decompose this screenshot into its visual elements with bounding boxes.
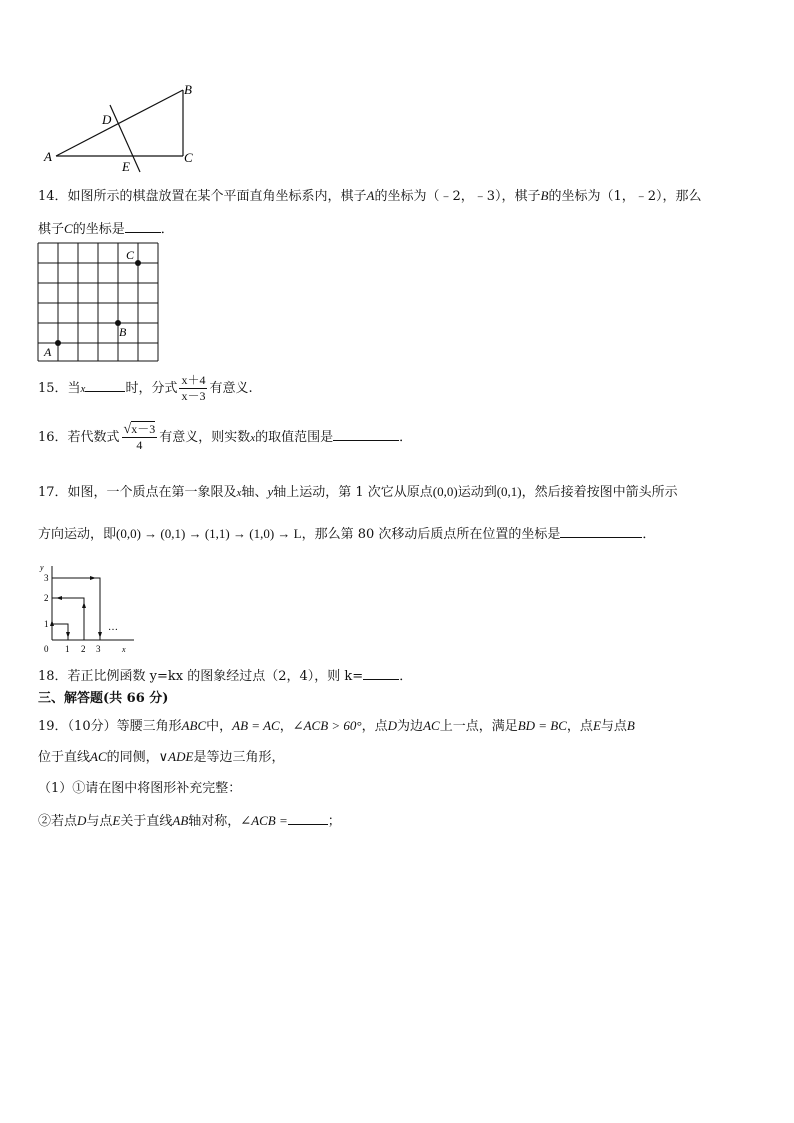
grid-label-b: B bbox=[119, 325, 127, 339]
sqrt-fraction: $\frac{√x-3}{4}$ bbox=[123, 422, 156, 452]
tick-x2: 2 bbox=[81, 644, 86, 654]
piece-c bbox=[135, 260, 141, 266]
piece-a bbox=[55, 340, 61, 346]
tick-y2: 2 bbox=[44, 593, 49, 603]
tick-x3: 3 bbox=[96, 644, 101, 654]
answer-blank[interactable] bbox=[333, 427, 399, 441]
tick-y1: 1 bbox=[44, 619, 49, 629]
section-heading: 三、解答题(共 66 分) bbox=[38, 691, 169, 706]
q18: 18．若正比例函数 y=kx 的图象经过点（2，4），则 k= ． bbox=[38, 666, 412, 686]
q19-line1: 19．（10分）等腰三角形ABC中，AB = AC，∠ACB > 60°，点D为边AC上一点，满足BD = BC，点E与点B bbox=[38, 718, 635, 734]
chessboard-grid bbox=[38, 243, 160, 363]
q19-part1: （1）①请在图中将图形补充完整： bbox=[38, 781, 242, 796]
tick-y3: 3 bbox=[44, 573, 49, 583]
label-b: B bbox=[184, 82, 192, 97]
answer-blank[interactable] bbox=[560, 524, 642, 538]
fraction: $\frac{x+4}{x-3}$ bbox=[181, 373, 206, 403]
grid-label-c: C bbox=[126, 248, 135, 262]
grid-label-a: A bbox=[44, 345, 52, 359]
axis-label-y: y bbox=[40, 563, 44, 572]
axis-label-x: x bbox=[122, 645, 126, 654]
q17-line1: 17．如图，一个质点在第一象限及x轴、y轴上运动，第 1 次它从原点(0,0)运动到(0,1)，然后接着按图中箭头所示 bbox=[38, 484, 678, 500]
q14-line2: 棋子C的坐标是 ． bbox=[38, 221, 174, 237]
ellipsis: … bbox=[108, 622, 118, 633]
origin-label: 0 bbox=[44, 644, 49, 654]
answer-blank[interactable] bbox=[288, 811, 328, 825]
q17-line2: 方向运动，即(0,0) → (0,1) → (1,1) → (1,0) → L，那么第 80 次移动后质点所在位置的坐标是 ． bbox=[38, 526, 656, 542]
label-a: A bbox=[44, 149, 52, 164]
path-figure bbox=[38, 560, 138, 656]
triangle-figure bbox=[40, 80, 210, 175]
label-e: E bbox=[122, 159, 130, 174]
tick-x1: 1 bbox=[65, 644, 70, 654]
label-d: D bbox=[102, 112, 112, 127]
answer-blank[interactable] bbox=[125, 219, 161, 233]
q16: 16．若代数式 $\frac{√x-3}{4}$ 有意义，则实数x的取值范围是 ． bbox=[38, 422, 413, 452]
q19-part2: ②若点D与点E关于直线AB轴对称，∠ACB = ； bbox=[38, 813, 341, 829]
q19-line2: 位于直线AC的同侧，∨ADE是等边三角形， bbox=[38, 749, 285, 765]
q14-line1: 14．如图所示的棋盘放置在某个平面直角坐标系内，棋子A的坐标为（﹣2，﹣3），棋子B的坐标为（1，﹣2），那么 bbox=[38, 188, 702, 204]
label-c: C bbox=[184, 150, 193, 165]
answer-blank[interactable] bbox=[363, 666, 399, 680]
answer-blank[interactable] bbox=[85, 378, 125, 392]
q15: 15．当x 时，分式 $\frac{x+4}{x-3}$ 有意义. bbox=[38, 373, 253, 403]
